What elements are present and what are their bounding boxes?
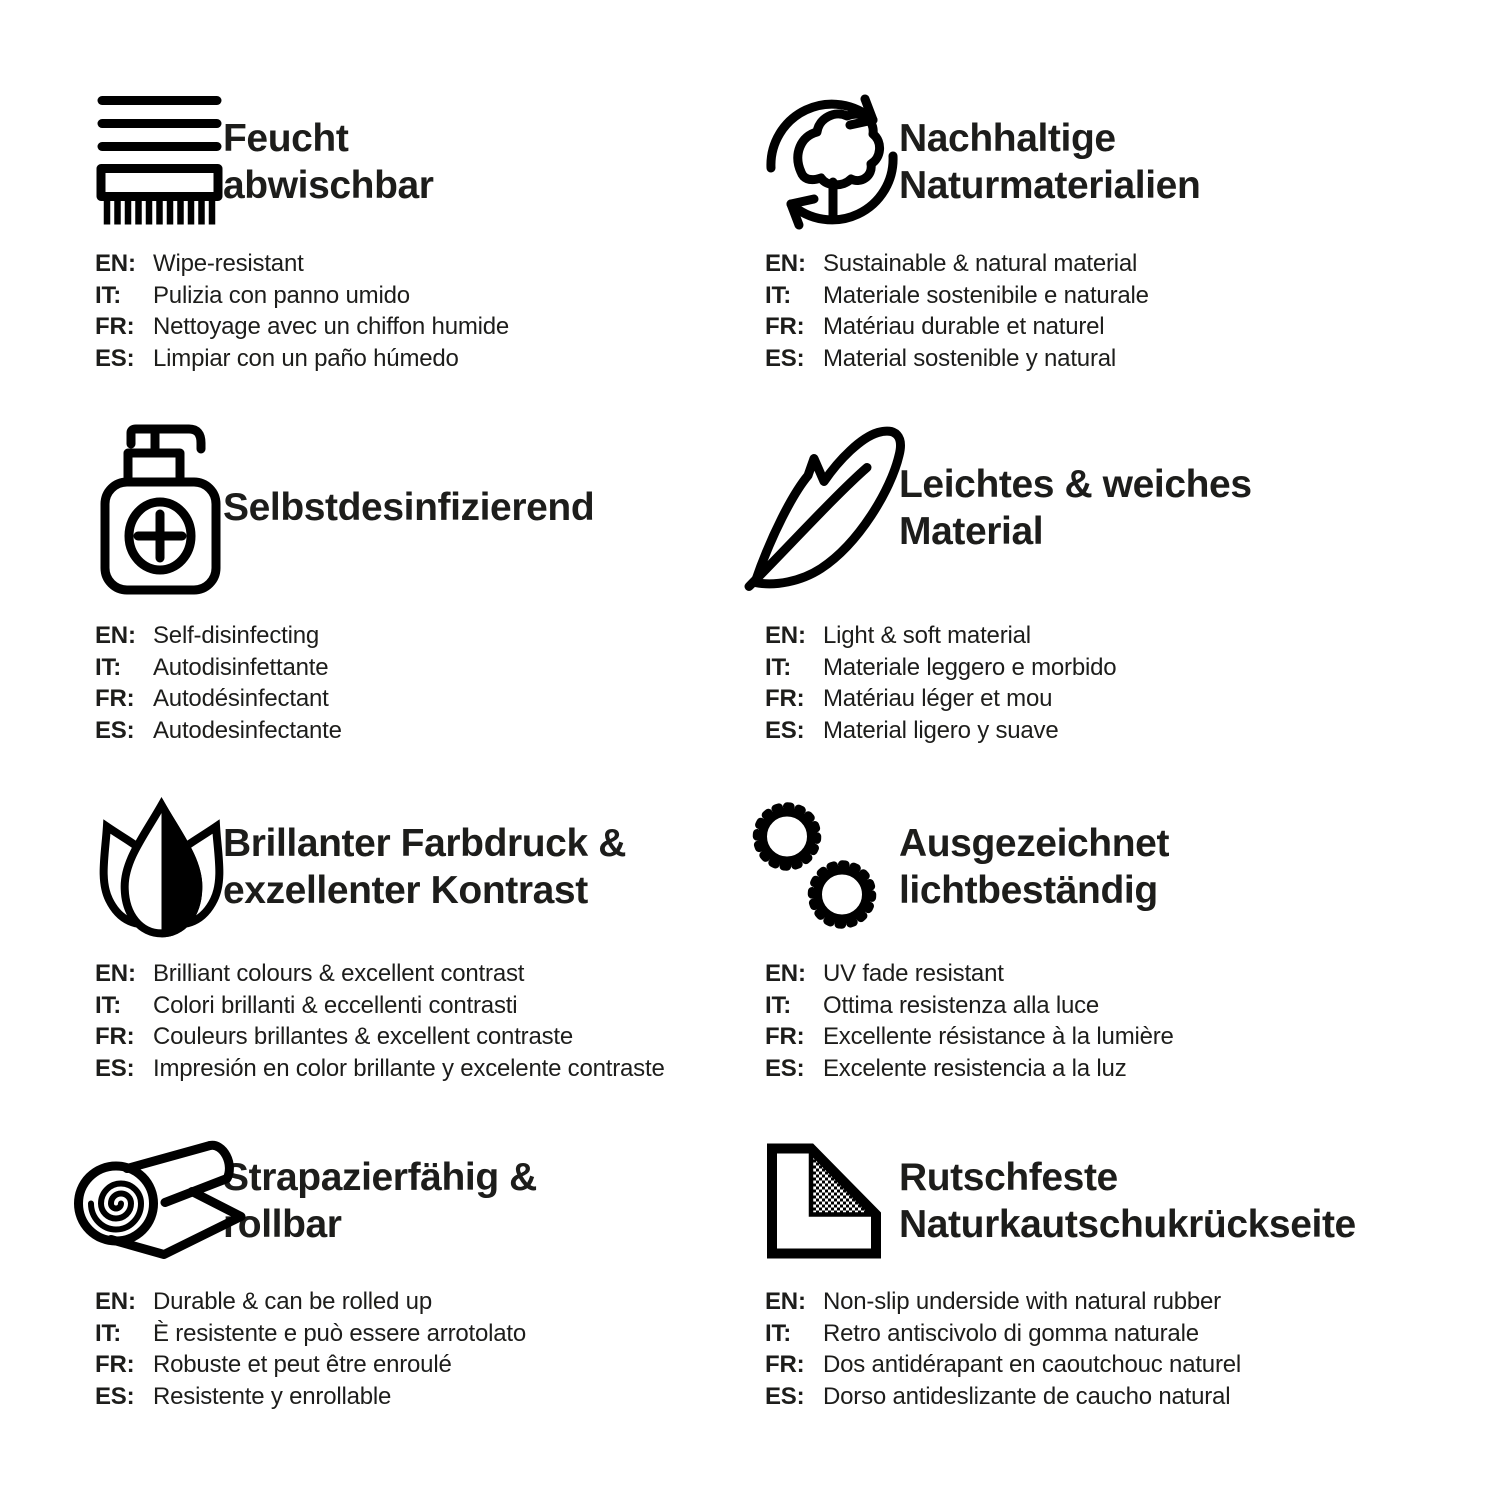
feather-icon xyxy=(765,415,899,600)
language-label: IT: xyxy=(765,991,792,1019)
language-label: FR: xyxy=(95,313,135,340)
soap-dispenser-icon xyxy=(95,415,223,600)
translation-row xyxy=(95,990,765,1022)
feature-head xyxy=(95,795,765,938)
language-label: EN: xyxy=(95,250,136,277)
translation-text: Light & soft material xyxy=(823,622,1031,649)
language-label: FR: xyxy=(765,313,805,340)
water-drops-icon xyxy=(95,795,223,938)
feature-head xyxy=(765,795,1435,938)
translation-row xyxy=(765,248,1435,280)
translation-text: Autodisinfettante xyxy=(153,653,329,681)
translation-row xyxy=(95,280,765,312)
translation-text: Matériau léger et mou xyxy=(823,685,1053,712)
feature-head xyxy=(95,1135,765,1266)
language-label: EN: xyxy=(765,1288,806,1315)
translation-row xyxy=(95,652,765,684)
translation-list xyxy=(765,620,1435,746)
translation-list xyxy=(95,620,765,746)
translation-text: Excellente résistance à la lumière xyxy=(823,1023,1174,1050)
translation-text: Ottima resistenza alla luce xyxy=(823,991,1100,1019)
translation-text: Impresión en color brillante y excelente contraste xyxy=(153,1054,665,1082)
translation-row xyxy=(95,248,765,280)
translation-text: Dos antidérapant en caoutchouc naturel xyxy=(823,1351,1242,1378)
translation-list xyxy=(765,1286,1435,1412)
feature-section-durable-rollable xyxy=(95,1135,765,1495)
translation-row xyxy=(95,683,765,715)
translation-text: Retro antiscivolo di gomma naturale xyxy=(823,1319,1199,1347)
translation-text: Material sostenible y natural xyxy=(823,344,1117,372)
translation-row xyxy=(95,311,765,343)
translation-row xyxy=(765,1053,1435,1085)
language-label: EN: xyxy=(95,1288,136,1315)
translation-text: Colori brillanti & eccellenti contrasti xyxy=(153,991,518,1019)
feature-title: Leichtes & weiches Material xyxy=(899,462,1252,553)
translation-text: Non-slip underside with natural rubber xyxy=(823,1288,1221,1315)
language-label: ES: xyxy=(765,716,805,744)
feature-section-uv-resistant xyxy=(765,795,1435,1135)
translation-list xyxy=(95,248,765,374)
translation-row xyxy=(765,1021,1435,1053)
translation-text: Durable & can be rolled up xyxy=(153,1288,432,1315)
translation-row xyxy=(95,1286,765,1318)
translation-row xyxy=(765,958,1435,990)
translation-row xyxy=(95,620,765,652)
feature-title: Strapazierfähig & rollbar xyxy=(223,1155,537,1246)
feature-head xyxy=(765,95,1435,228)
language-label: ES: xyxy=(95,1382,135,1410)
translation-row xyxy=(95,1318,765,1350)
feature-title: Rutschfeste Naturkautschukrückseite xyxy=(899,1155,1356,1246)
translation-text: UV fade resistant xyxy=(823,960,1004,987)
sun-gears-icon xyxy=(765,795,899,938)
language-label: FR: xyxy=(95,1023,135,1050)
translation-text: Pulizia con panno umido xyxy=(153,281,410,309)
folded-corner-icon xyxy=(765,1135,899,1266)
translation-row xyxy=(95,343,765,375)
feature-section-light-soft xyxy=(765,415,1435,795)
translation-row xyxy=(765,652,1435,684)
translation-text: Resistente y enrollable xyxy=(153,1382,392,1410)
translation-text: Excelente resistencia a la luz xyxy=(823,1054,1127,1082)
language-label: FR: xyxy=(95,1351,135,1378)
language-label: ES: xyxy=(95,344,135,372)
feature-title: Selbstdesinfizierend xyxy=(223,486,595,529)
language-label: IT: xyxy=(95,1319,122,1347)
language-label: EN: xyxy=(95,960,136,987)
wipe-brush-icon xyxy=(95,95,223,228)
translation-text: Autodesinfectante xyxy=(153,716,342,744)
feature-section-sustainable-material xyxy=(765,95,1435,415)
translation-row xyxy=(765,343,1435,375)
language-label: ES: xyxy=(95,716,135,744)
translation-text: Autodésinfectant xyxy=(153,685,329,712)
feature-head xyxy=(95,415,765,600)
translation-row xyxy=(95,1053,765,1085)
translation-row xyxy=(765,1349,1435,1381)
translation-row xyxy=(765,620,1435,652)
translation-row xyxy=(95,958,765,990)
language-label: EN: xyxy=(765,622,806,649)
translation-row xyxy=(95,1021,765,1053)
translation-text: Sustainable & natural material xyxy=(823,250,1138,277)
translation-text: Wipe-resistant xyxy=(153,250,304,277)
translation-text: Self-disinfecting xyxy=(153,622,320,649)
language-label: FR: xyxy=(95,685,135,712)
translation-text: Matériau durable et naturel xyxy=(823,313,1105,340)
feature-title: Brillanter Farbdruck & exzellenter Kontrast xyxy=(223,821,626,912)
feature-title: Feucht abwischbar xyxy=(223,116,434,207)
translation-row xyxy=(95,1381,765,1413)
translation-text: Brilliant colours & excellent contrast xyxy=(153,960,525,987)
language-label: ES: xyxy=(765,344,805,372)
feature-section-brilliant-colours xyxy=(95,795,765,1135)
translation-row xyxy=(95,715,765,747)
translation-text: Limpiar con un paño húmedo xyxy=(153,344,459,372)
translation-text: Robuste et peut être enroulé xyxy=(153,1351,452,1378)
language-label: IT: xyxy=(765,1319,792,1347)
translation-text: È resistente e può essere arrotolato xyxy=(153,1319,527,1347)
language-label: IT: xyxy=(95,281,122,309)
language-label: ES: xyxy=(95,1054,135,1082)
translation-text: Couleurs brillantes & excellent contraste xyxy=(153,1023,574,1050)
translation-row xyxy=(765,683,1435,715)
language-label: ES: xyxy=(765,1054,805,1082)
language-label: EN: xyxy=(765,250,806,277)
language-label: IT: xyxy=(95,653,122,681)
translation-row xyxy=(765,715,1435,747)
translation-row xyxy=(765,280,1435,312)
translation-text: Materiale leggero e morbido xyxy=(823,653,1117,681)
feature-head xyxy=(95,95,765,228)
translation-row xyxy=(765,1318,1435,1350)
language-label: EN: xyxy=(95,622,136,649)
feature-section-wipe-resistant xyxy=(95,95,765,415)
translation-text: Material ligero y suave xyxy=(823,716,1059,744)
translation-row xyxy=(765,311,1435,343)
feature-section-non-slip-back xyxy=(765,1135,1435,1495)
language-label: IT: xyxy=(95,991,122,1019)
translation-text: Nettoyage avec un chiffon humide xyxy=(153,313,510,340)
translation-list xyxy=(765,248,1435,374)
feature-title: Ausgezeichnet lichtbeständig xyxy=(899,821,1170,912)
rolled-mat-icon xyxy=(95,1135,223,1266)
language-label: FR: xyxy=(765,1023,805,1050)
feature-title: Nachhaltige Naturmaterialien xyxy=(899,116,1201,207)
language-label: EN: xyxy=(765,960,806,987)
feature-head xyxy=(765,415,1435,600)
language-label: FR: xyxy=(765,1351,805,1378)
feature-section-self-disinfecting xyxy=(95,415,765,795)
translation-row xyxy=(95,1349,765,1381)
language-label: FR: xyxy=(765,685,805,712)
language-label: IT: xyxy=(765,281,792,309)
language-label: IT: xyxy=(765,653,792,681)
translation-row xyxy=(765,1286,1435,1318)
translation-list xyxy=(765,958,1435,1084)
translation-text: Materiale sostenibile e naturale xyxy=(823,281,1149,309)
translation-list xyxy=(95,1286,765,1412)
translation-list xyxy=(95,958,765,1084)
language-label: ES: xyxy=(765,1382,805,1410)
translation-row xyxy=(765,1381,1435,1413)
translation-row xyxy=(765,990,1435,1022)
recycling-tree-icon xyxy=(765,95,899,228)
translation-text: Dorso antideslizante de caucho natural xyxy=(823,1382,1231,1410)
feature-head xyxy=(765,1135,1435,1266)
